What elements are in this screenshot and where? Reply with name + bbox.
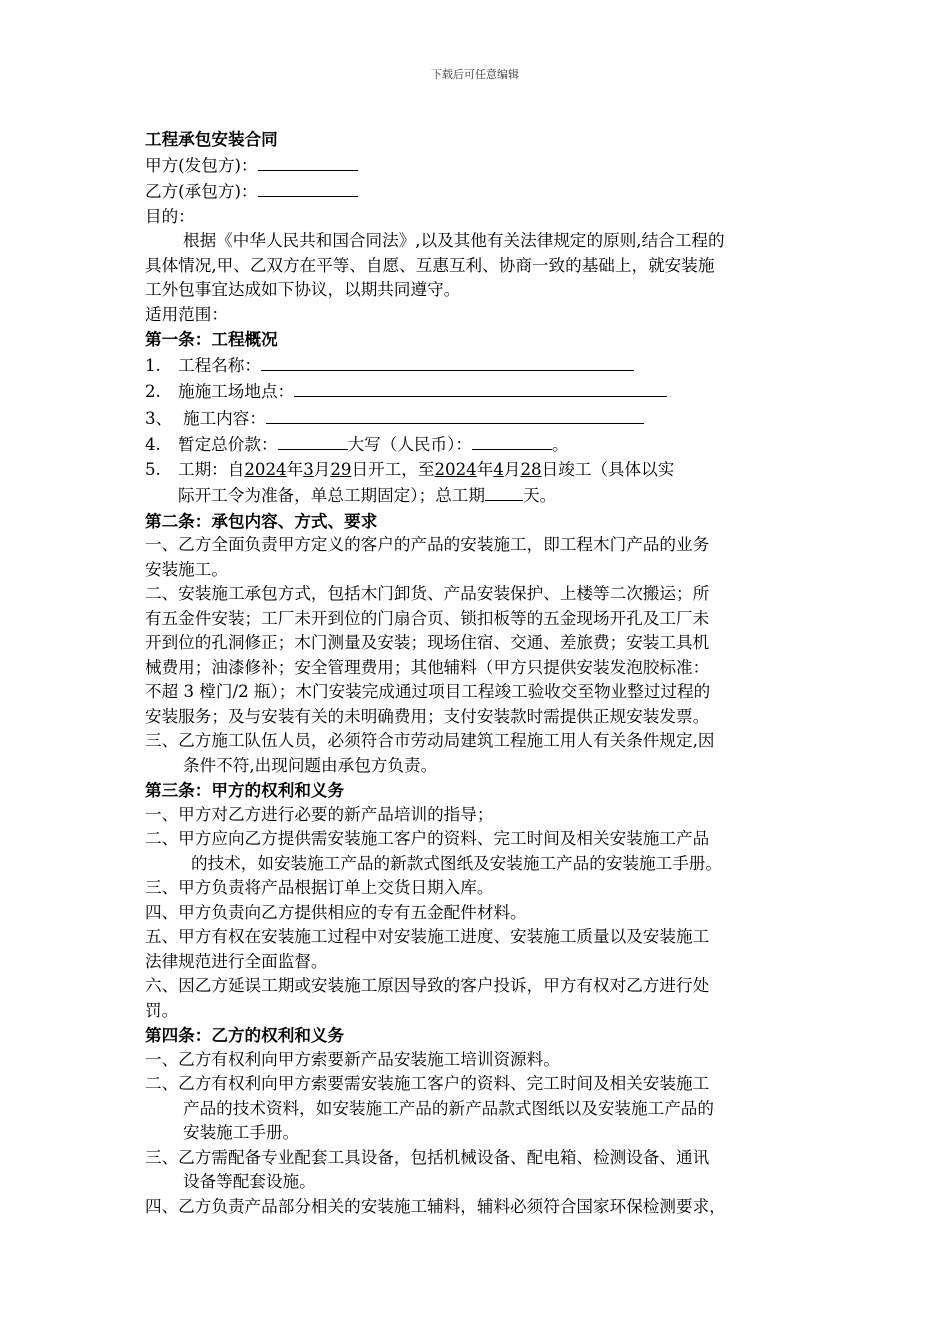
- art1-item-3-num: 3、: [145, 408, 173, 428]
- art2-line-10: 条件不符,出现问题由承包方负责。: [183, 755, 438, 775]
- art4-line-3b: 设备等配套设施。: [183, 1172, 316, 1191]
- art1-item-4-num: 4.: [145, 435, 161, 454]
- start-day: 29: [330, 459, 352, 479]
- contract-body: [145, 127, 817, 1219]
- year-text: 年: [286, 459, 304, 479]
- month-text-2: 月: [503, 459, 521, 479]
- art2-line-7: 不超 3 樘门/2 瓶）；木门安装完成通过项目工程竣工验收交至物业整过过程的: [145, 682, 711, 701]
- header-note: 下载后可任意编辑: [431, 68, 519, 81]
- duration-unit: 天。: [522, 486, 557, 505]
- art1-item-1: [145, 352, 817, 379]
- price-words-blank: [472, 431, 552, 450]
- contract-title: 工程承包安装合同: [145, 129, 278, 149]
- art1-item-4-mid: 大写（人民币）：: [347, 435, 473, 454]
- scope-label: 适用范围：: [145, 304, 228, 324]
- art2-line-2: 安装施工。: [145, 559, 228, 579]
- art1-item-2-label: 施施工场地点：: [178, 382, 295, 401]
- article-3-heading: 第三条：甲方的权利和义务: [145, 780, 345, 800]
- art1-item-1-label: 工程名称：: [178, 355, 261, 375]
- party-a-blank: [258, 152, 358, 171]
- art1-item-4: [145, 431, 817, 458]
- art1-item-2: [145, 378, 817, 405]
- art2-line-3: 二、安装施工承包方式，包括木门卸货、产品安装保护、上楼等二次搬运；所: [145, 584, 710, 603]
- art3-line-6b: 罚。: [145, 1000, 179, 1020]
- year-text-2: 年: [476, 459, 494, 479]
- party-a-line: [145, 152, 817, 179]
- art3-line-2: 二、甲方应向乙方提供需安装施工客户的资料、完工时间及相关安装施工产品: [145, 829, 710, 848]
- project-name-blank: [261, 352, 634, 371]
- party-b-blank: [258, 178, 358, 197]
- site-address-blank: [294, 378, 667, 397]
- art1-item-5-num: 5.: [145, 459, 161, 479]
- month-text: 月: [313, 459, 331, 479]
- art2-line-1: 一、乙方全面负责甲方定义的客户的产品的安装施工，即工程木门产品的业务: [145, 535, 710, 554]
- art3-line-1: 一、甲方对乙方进行必要的新产品培训的指导；: [145, 804, 494, 824]
- end-day: 28: [520, 459, 542, 479]
- art3-line-5b: 法律规范进行全面监督。: [145, 951, 328, 971]
- art3-line-2b: 的技术，如安装施工产品的新款式图纸及安装施工产品的安装施工手册。: [191, 853, 722, 873]
- article-1-heading: 第一条：工程概况: [145, 329, 278, 349]
- start-year: 2024: [244, 459, 287, 479]
- duration-text: 际开工令为准备，单总工期固定）；总工期: [178, 486, 485, 505]
- article-2-heading: 第二条：承包内容、方式、要求: [145, 510, 378, 531]
- article-4-heading: 第四条：乙方的权利和义务: [145, 1025, 345, 1045]
- art3-line-5: 五、甲方有权在安装施工过程中对安装施工进度、安装施工质量以及安装施工: [145, 927, 710, 946]
- art4-line-2b: 产品的技术资料，如安装施工产品的新产品款式图纸以及安装施工产品的: [183, 1098, 714, 1118]
- end-month: 4: [493, 459, 504, 479]
- art1-item-4-label: 暂定总价款：: [178, 435, 278, 454]
- art4-line-2c: 安装施工手册。: [183, 1123, 300, 1142]
- art3-line-3: 三、甲方负责将产品根据订单上交货日期入库。: [145, 878, 494, 897]
- work-content-blank: [266, 405, 644, 424]
- art1-item-1-num: 1.: [145, 355, 161, 375]
- purpose-line-2: 具体情况,甲、乙双方在平等、自愿、互惠互利、协商一致的基础上，就安装施: [145, 255, 715, 275]
- art1-item-5-cont: [145, 482, 817, 509]
- party-b-line: [145, 178, 817, 205]
- art4-line-1: 一、乙方有权利向甲方索要新产品安装施工培训资源料。: [145, 1049, 560, 1069]
- art2-line-8: 安装服务；及与安装有关的未明确费用；支付安装款时需提供正规安装发票。: [145, 706, 710, 726]
- art2-line-9: 三、乙方施工队伍人员，必须符合市劳动局建筑工程施工用人有关条件规定,因: [145, 731, 715, 750]
- art2-line-5: 开到位的孔洞修正；木门测量及安装；现场住宿、交通、差旅费；安装工具机: [145, 633, 710, 652]
- art1-item-5: [145, 458, 817, 483]
- art1-item-3: [145, 405, 817, 432]
- art1-item-3-label: 施工内容：: [183, 408, 266, 428]
- art2-line-4: 有五金件安装；工厂未开到位的门扇合页、锁扣板等的五金现场开孔及工厂未: [145, 608, 710, 628]
- start-text: 日开工，至: [351, 459, 435, 479]
- party-b-label: 乙方(承包方)：: [145, 182, 258, 201]
- art1-item-2-num: 2.: [145, 382, 161, 401]
- party-a-label: 甲方(发包方)：: [145, 155, 258, 175]
- end-text: 日竣工（具体以实: [541, 459, 675, 479]
- art4-line-2: 二、乙方有权利向甲方索要需安装施工客户的资料、完工时间及相关安装施工: [145, 1074, 710, 1093]
- purpose-line-1: 根据《中华人民共和国合同法》,以及其他有关法律规定的原则,结合工程的: [183, 231, 725, 250]
- purpose-line-3: 工外包事宜达成如下协议，以期共同遵守。: [145, 280, 461, 299]
- art4-line-3: 三、乙方需配备专业配套工具设备，包括机械设备、配电箱、检测设备、通讯: [145, 1147, 710, 1167]
- start-month: 3: [303, 459, 314, 479]
- art3-line-6: 六、因乙方延误工期或安装施工原因导致的客户投诉，甲方有权对乙方进行处: [145, 976, 710, 995]
- art2-line-6: 械费用；油漆修补；安全管理费用；其他辅料（甲方只提供安装发泡胶标准：: [145, 657, 710, 677]
- art4-line-4: 四、乙方负责产品部分相关的安装施工辅料，辅料必须符合国家环保检测要求，: [145, 1196, 726, 1216]
- schedule-label: 工期：自: [178, 459, 245, 479]
- purpose-label: 目的：: [145, 206, 195, 226]
- end-year: 2024: [434, 459, 477, 479]
- duration-blank: [485, 482, 523, 501]
- art3-line-4: 四、甲方负责向乙方提供相应的专有五金配件材料。: [145, 902, 527, 922]
- price-blank: [278, 431, 348, 450]
- art1-item-4-end: 。: [552, 435, 569, 454]
